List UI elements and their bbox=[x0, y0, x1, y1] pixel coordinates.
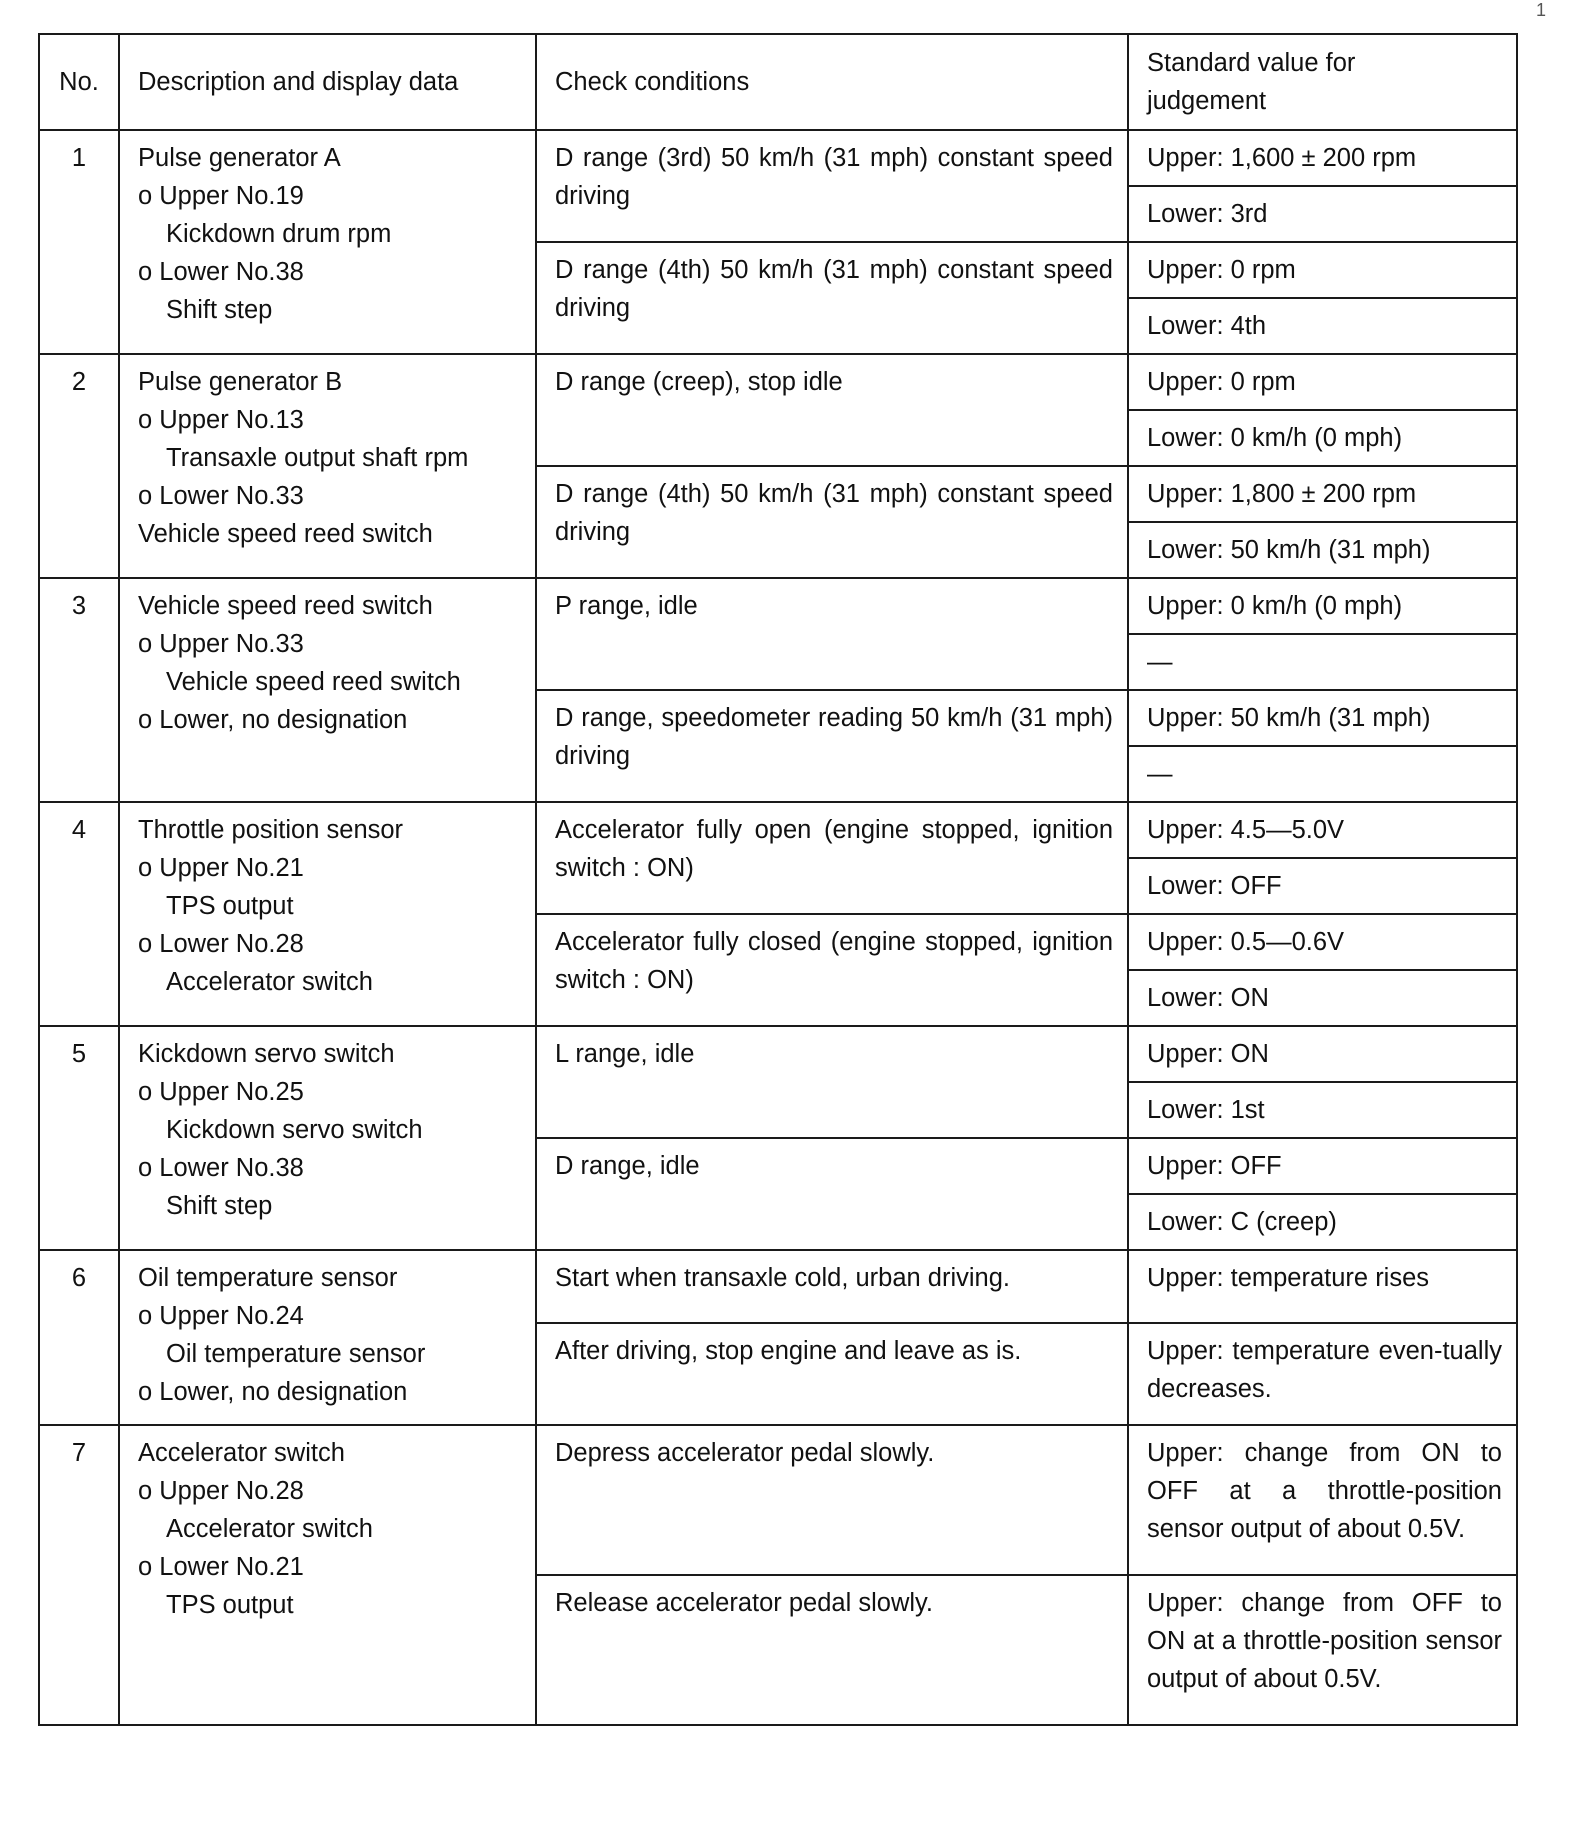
standard-value-cell: Upper: change from ON to OFF at a throttle-position sensor output of about 0.5V. bbox=[1128, 1425, 1517, 1575]
description-line: o Upper No.13 bbox=[138, 406, 304, 434]
check-condition-cell: L range, idle bbox=[536, 1026, 1128, 1138]
description-line: Pulse generator A bbox=[138, 144, 341, 172]
standard-value-cell: Upper: 0 rpm bbox=[1128, 242, 1517, 298]
standard-value-cell: Upper: 4.5—5.0V bbox=[1128, 802, 1517, 858]
check-condition-cell: P range, idle bbox=[536, 578, 1128, 690]
standard-value-cell: — bbox=[1128, 746, 1517, 802]
table-row bbox=[39, 354, 1517, 410]
item-number: 5 bbox=[39, 1026, 119, 1250]
item-number: 4 bbox=[39, 802, 119, 1026]
table-row bbox=[39, 1425, 1517, 1575]
item-number: 1 bbox=[39, 130, 119, 354]
page-corner-mark: 1 bbox=[1536, 0, 1547, 20]
description-line: o Upper No.28 bbox=[138, 1477, 304, 1505]
standard-value-cell: Lower: 3rd bbox=[1128, 186, 1517, 242]
standard-value-cell: Upper: temperature rises bbox=[1128, 1250, 1517, 1323]
table-row bbox=[39, 802, 1517, 858]
description-line: o Lower, no designation bbox=[138, 706, 408, 734]
header-description: Description and display data bbox=[119, 34, 536, 130]
standard-value-cell: Upper: 1,800 ± 200 rpm bbox=[1128, 466, 1517, 522]
standard-value-cell: Upper: ON bbox=[1128, 1026, 1517, 1082]
check-condition-cell: D range (4th) 50 km/h (31 mph) constant speed driving bbox=[536, 242, 1128, 354]
standard-value-cell: Upper: 0.5—0.6V bbox=[1128, 914, 1517, 970]
description-line: o Lower No.38 bbox=[138, 258, 304, 286]
standard-value-cell: Lower: OFF bbox=[1128, 858, 1517, 914]
description-line: Throttle position sensor bbox=[138, 816, 404, 844]
description-line: o Lower No.28 bbox=[138, 930, 304, 958]
description-line: o Lower, no designation bbox=[138, 1378, 408, 1406]
description-cell bbox=[119, 578, 536, 802]
description-line: Kickdown servo switch bbox=[166, 1116, 423, 1144]
standard-value-cell: Lower: C (creep) bbox=[1128, 1194, 1517, 1250]
header-no: No. bbox=[39, 34, 119, 130]
description-line: Shift step bbox=[166, 1192, 273, 1220]
standard-value-cell: Upper: change from OFF to ON at a throttle-position sensor output of about 0.5V. bbox=[1128, 1575, 1517, 1725]
standard-value-cell: Upper: 50 km/h (31 mph) bbox=[1128, 690, 1517, 746]
description-line: TPS output bbox=[166, 1591, 294, 1619]
header-standard-value: Standard value for judgement bbox=[1128, 34, 1517, 130]
description-line: Accelerator switch bbox=[166, 1515, 373, 1543]
description-cell bbox=[119, 1026, 536, 1250]
check-condition-cell: Accelerator fully closed (engine stopped, ignition switch : ON) bbox=[536, 914, 1128, 1026]
description-line: Vehicle speed reed switch bbox=[138, 592, 433, 620]
standard-value-cell: Lower: ON bbox=[1128, 970, 1517, 1026]
description-line: Kickdown drum rpm bbox=[166, 220, 392, 248]
table-body bbox=[39, 130, 1517, 1725]
check-condition-cell: D range (creep), stop idle bbox=[536, 354, 1128, 466]
check-condition-cell: D range (3rd) 50 km/h (31 mph) constant speed driving bbox=[536, 130, 1128, 242]
check-condition-cell: After driving, stop engine and leave as is. bbox=[536, 1323, 1128, 1425]
description-line: o Lower No.33 bbox=[138, 482, 304, 510]
description-line: Accelerator switch bbox=[138, 1439, 345, 1467]
description-cell bbox=[119, 1250, 536, 1425]
description-line: Pulse generator B bbox=[138, 368, 343, 396]
description-cell bbox=[119, 354, 536, 578]
check-condition-cell: D range (4th) 50 km/h (31 mph) constant speed driving bbox=[536, 466, 1128, 578]
description-line: o Upper No.24 bbox=[138, 1302, 304, 1330]
description-line: o Upper No.25 bbox=[138, 1078, 304, 1106]
check-condition-cell: Accelerator fully open (engine stopped, ignition switch : ON) bbox=[536, 802, 1128, 914]
description-line: Transaxle output shaft rpm bbox=[166, 444, 469, 472]
description-line: Oil temperature sensor bbox=[166, 1340, 426, 1368]
standard-value-cell: Upper: 1,600 ± 200 rpm bbox=[1128, 130, 1517, 186]
item-number: 2 bbox=[39, 354, 119, 578]
item-number: 7 bbox=[39, 1425, 119, 1725]
description-cell bbox=[119, 130, 536, 354]
standard-value-cell: Upper: 0 rpm bbox=[1128, 354, 1517, 410]
check-condition-cell: D range, idle bbox=[536, 1138, 1128, 1250]
description-line: Vehicle speed reed switch bbox=[166, 668, 461, 696]
description-cell bbox=[119, 1425, 536, 1725]
description-line: Accelerator switch bbox=[166, 968, 373, 996]
standard-value-cell: Upper: 0 km/h (0 mph) bbox=[1128, 578, 1517, 634]
description-line: Shift step bbox=[166, 296, 273, 324]
table-row bbox=[39, 1026, 1517, 1082]
check-condition-cell: Release accelerator pedal slowly. bbox=[536, 1575, 1128, 1725]
description-line: o Lower No.38 bbox=[138, 1154, 304, 1182]
description-line: Oil temperature sensor bbox=[138, 1264, 398, 1292]
description-cell bbox=[119, 802, 536, 1026]
description-line: o Lower No.21 bbox=[138, 1553, 304, 1581]
description-line: o Upper No.33 bbox=[138, 630, 304, 658]
check-condition-cell: Start when transaxle cold, urban driving. bbox=[536, 1250, 1128, 1323]
specification-table bbox=[38, 33, 1518, 1726]
description-line: Vehicle speed reed switch bbox=[138, 520, 433, 548]
table-row bbox=[39, 1250, 1517, 1323]
standard-value-cell: Upper: OFF bbox=[1128, 1138, 1517, 1194]
standard-value-cell: Lower: 50 km/h (31 mph) bbox=[1128, 522, 1517, 578]
header-check-conditions: Check conditions bbox=[536, 34, 1128, 130]
standard-value-cell: Upper: temperature even-tually decreases. bbox=[1128, 1323, 1517, 1425]
check-condition-cell: Depress accelerator pedal slowly. bbox=[536, 1425, 1128, 1575]
table-row bbox=[39, 578, 1517, 634]
description-line: o Upper No.19 bbox=[138, 182, 304, 210]
standard-value-cell: Lower: 4th bbox=[1128, 298, 1517, 354]
standard-value-cell: Lower: 1st bbox=[1128, 1082, 1517, 1138]
description-line: TPS output bbox=[166, 892, 294, 920]
description-line: o Upper No.21 bbox=[138, 854, 304, 882]
check-condition-cell: D range, speedometer reading 50 km/h (31 mph) driving bbox=[536, 690, 1128, 802]
item-number: 3 bbox=[39, 578, 119, 802]
standard-value-cell: — bbox=[1128, 634, 1517, 690]
table-row bbox=[39, 130, 1517, 186]
item-number: 6 bbox=[39, 1250, 119, 1425]
header-row bbox=[39, 34, 1517, 130]
standard-value-cell: Lower: 0 km/h (0 mph) bbox=[1128, 410, 1517, 466]
description-line: Kickdown servo switch bbox=[138, 1040, 395, 1068]
